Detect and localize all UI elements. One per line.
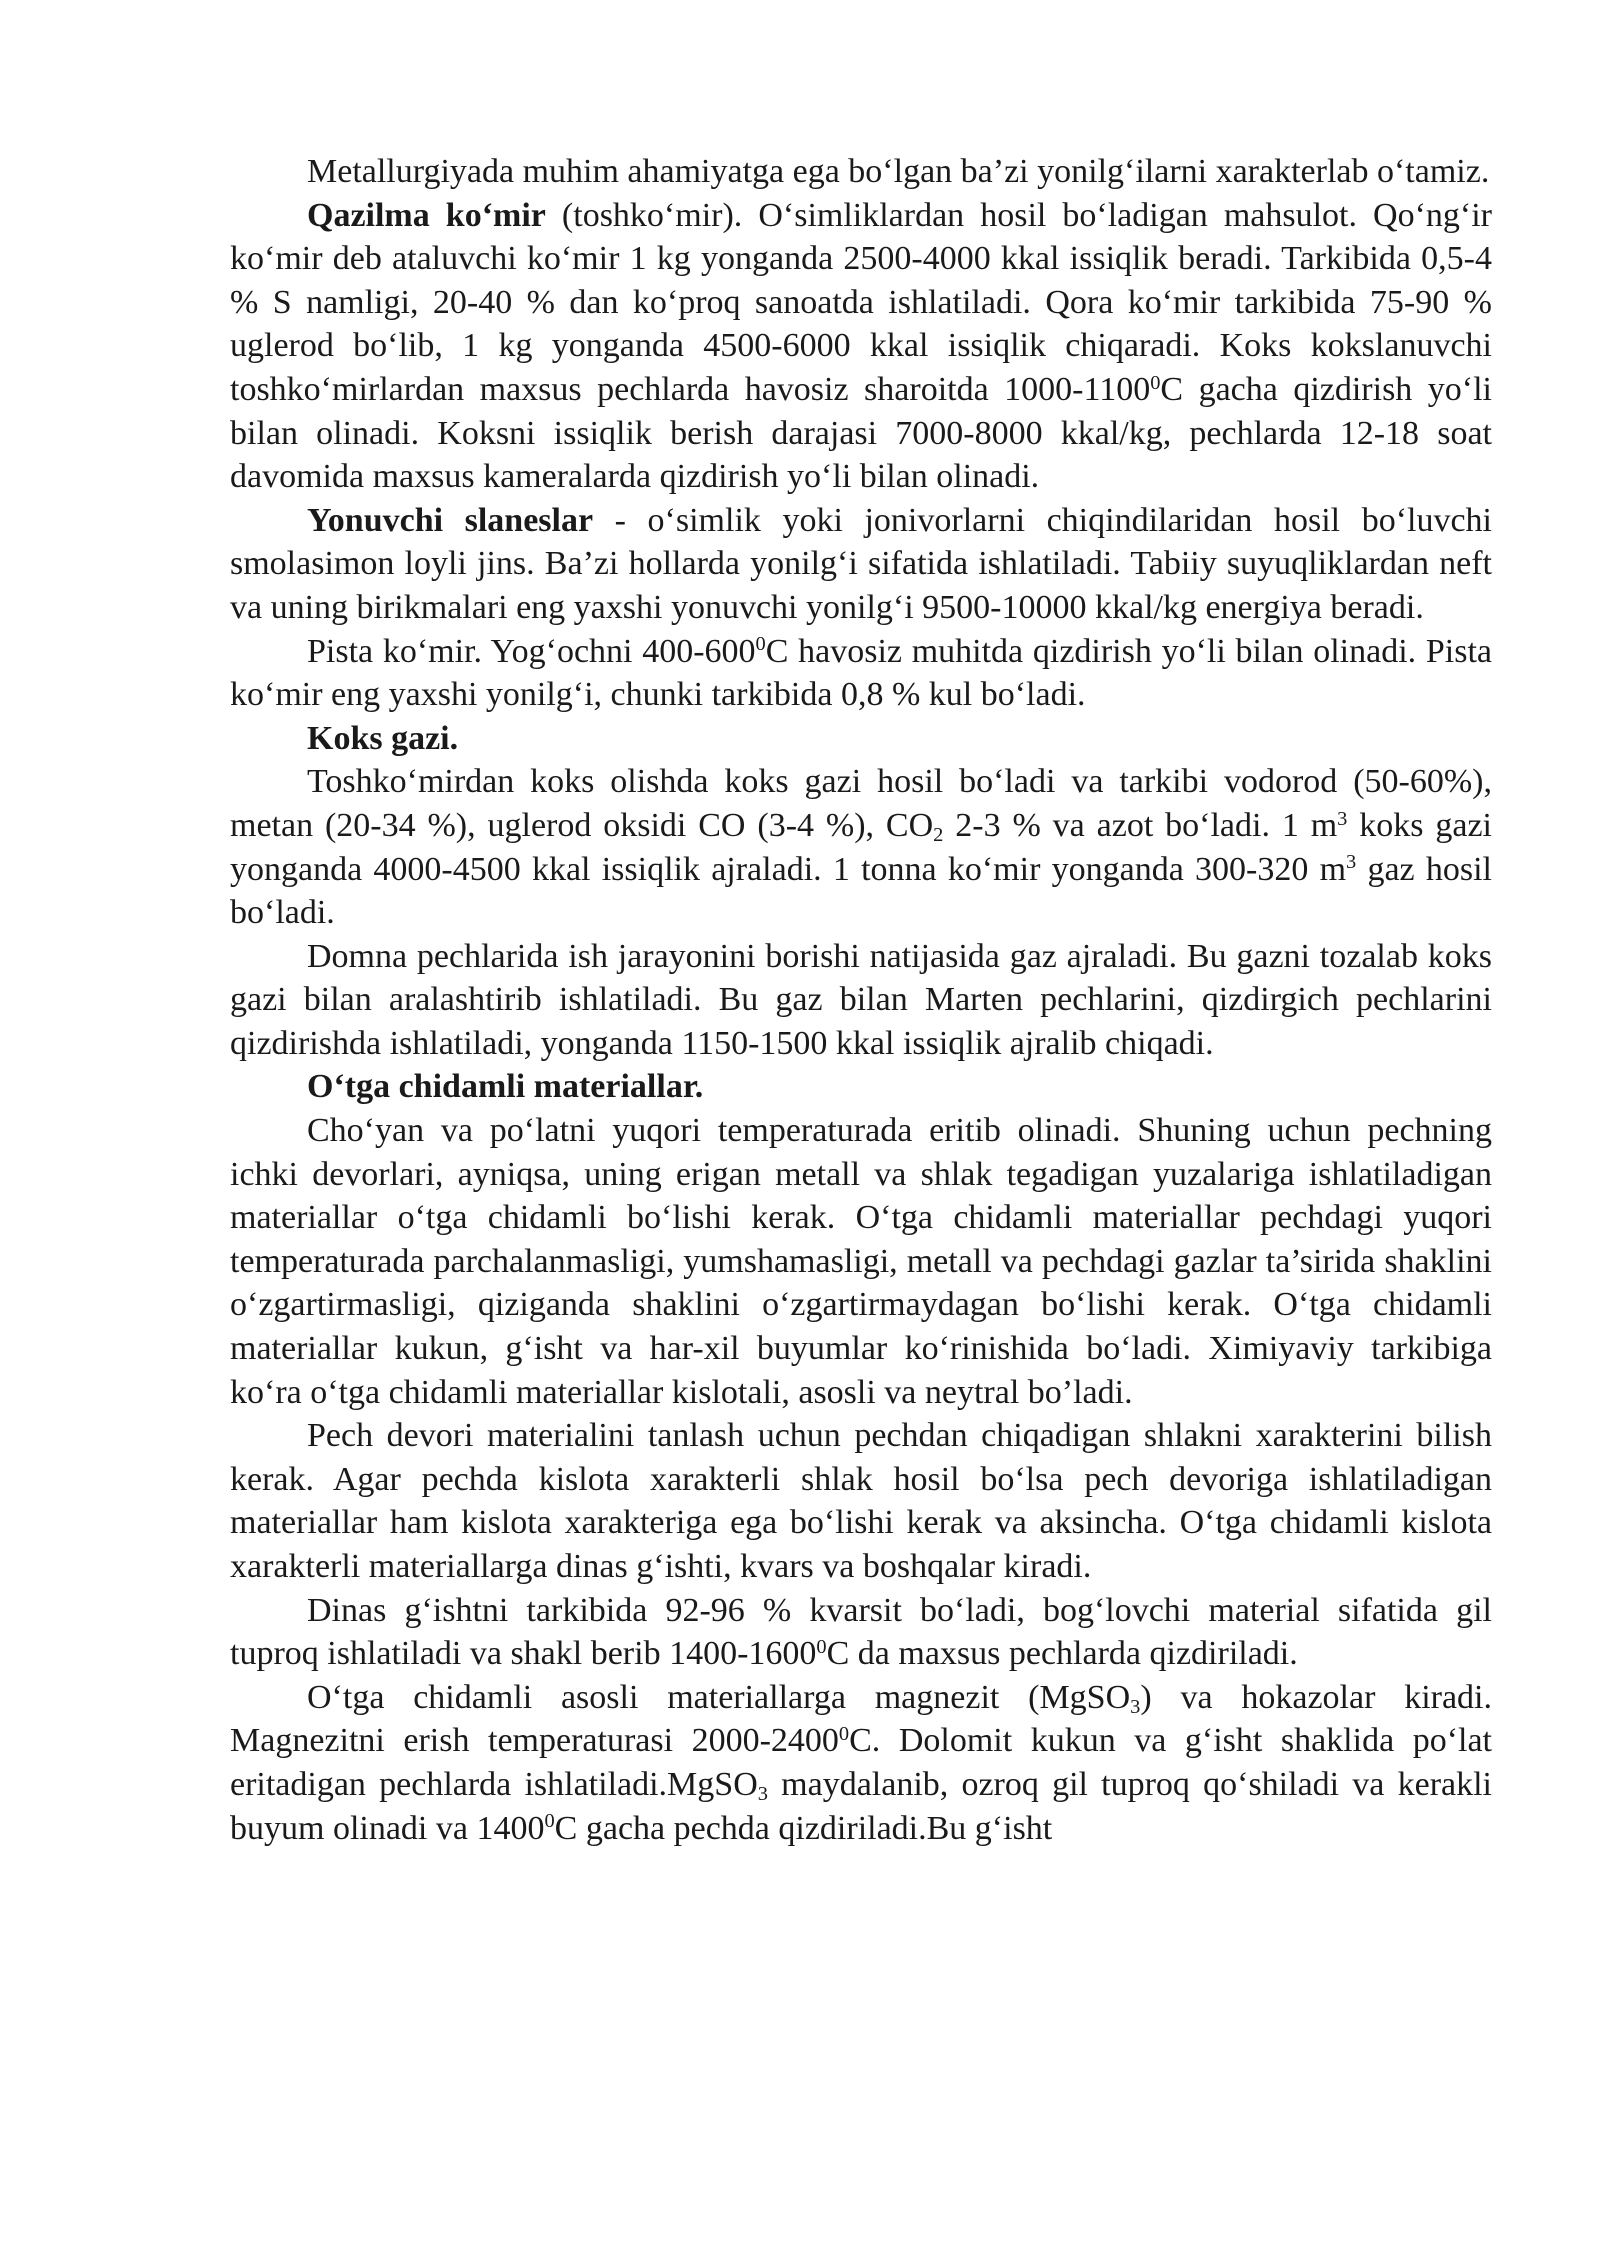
furnace-wall-text: Pech devori materialini tanlash uchun pechdan chiqadigan shlakni xarakterini bilish kerak. Agar pechda kislota xarakterli shlak hosil bo‘lsa pech devoriga ishlatiladigan materiallar ham kislota xarakteriga ega bo‘lishi kerak va aksincha. O‘tga chidamli kislota xarakterli materiallarga dinas g‘ishti, kvars va boshqalar kiradi. [230, 1417, 1492, 1585]
basic-text-e: C gacha pechda qizdiriladi.Bu g‘isht [554, 1809, 1053, 1847]
basic-text-c: C. Dolomit kukun va g‘isht shaklida po‘lat eritadigan pechlarda ishlatiladi.MgSO [230, 1722, 1493, 1803]
cubic-superscript: 3 [1346, 851, 1357, 874]
coke-gas-text-d: gaz hosil bo‘ladi. [230, 850, 1492, 932]
basic-text-b: ) va hokazolar kiradi. Magnezitni erish temperaturasi 2000-2400 [230, 1678, 1493, 1760]
coke-gas-text-b: 2-3 % va azot bo‘ladi. 1 m [943, 806, 1338, 844]
cubic-superscript: 3 [1337, 807, 1348, 830]
degree-superscript: 0 [816, 1635, 827, 1658]
coke-gas-paragraph [230, 760, 1492, 934]
degree-superscript: 0 [1150, 371, 1161, 394]
furnace-wall-paragraph [230, 1414, 1492, 1588]
oil-shale-paragraph [230, 499, 1492, 630]
degree-superscript: 0 [544, 1810, 555, 1833]
fossil-coal-text-a: (toshko‘mir). O‘simliklardan hosil bo‘ladigan mahsulot. Qo‘ng‘ir ko‘mir deb ataluvchi ko‘mir 1 kg yonganda 2500-4000 kkal issiqlik beradi. Tarkibida 0,5-4 % S namligi, 20-40 % dan ko‘proq sanoatda ishlatiladi. Qora ko‘mir tarkibida 75-90 % uglerod bo‘lib, 1 kg yonganda 4500-6000 kkal issiqlik chiqaradi. Koks kokslanuvchi toshko‘mirlardan maxsus pechlarda havosiz sharoitda 1000-1100 [230, 196, 1492, 408]
subscript-3: 3 [1130, 1695, 1141, 1718]
fossil-coal-text-b: C gacha qizdirish yo‘li bilan olinadi. Koksni issiqlik berish darajasi 7000-8000 kkal/kg, pechlarda 12-18 soat davomida maxsus kameralarda qizdirish yo‘li bilan olinadi. [230, 370, 1492, 496]
degree-superscript: 0 [838, 1723, 850, 1746]
oil-shale-text: - o‘simlik yoki jonivorlarni chiqindilaridan hosil bo‘luvchi smolasimon loyli jins. Ba’zi hollarda yonilg‘i sifatida ishlatiladi. Tabiiy suyuqliklardan neft va uning birikmalari eng yaxshi yonuvchi yonilg‘i 9500-10000 kkal/kg energiya beradi. [230, 501, 1492, 626]
refractory-text: Cho‘yan va po‘latni yuqori temperaturada eritib olinadi. Shuning uchun pechning ichki devorlari, ayniqsa, uning erigan metall va shlak tegadigan yuzalariga ishlatiladigan materiallar o‘tga chidamli bo‘lishi kerak. O‘tga chidamli materiallar pechdagi yuqori temperaturada parchalanmasligi, yumshamasligi, metall va pechdagi gazlar ta’sirida shaklini o‘zgartirmasligi, qiziganda shaklini o‘zgartirmaydagan bo‘lishi kerak. O‘tga chidamli materiallar kukun, g‘isht va har-xil buyumlar ko‘rinishida bo‘ladi. Ximiyaviy tarkibiga ko‘ra o‘tga chidamli materiallar kislotali, asosli va neytral bo’ladi. [230, 1112, 1492, 1411]
blast-furnace-paragraph [230, 935, 1492, 1066]
dinas-brick-paragraph [230, 1589, 1492, 1676]
basic-text-a: O‘tga chidamli asosli materiallarga magnezit (MgSO [307, 1678, 1131, 1716]
intro-text: Metallurgiyada muhim ahamiyatga ega bo‘lgan ba’zi yonilg‘ilarni xarakterlab o‘tamiz. [307, 153, 1490, 190]
dinas-text-a: Dinas g‘ishtni tarkibida 92-96 % kvarsit bo‘ladi, bog‘lovchi material sifatida gil tuproq ishlatiladi va shakl berib 1400-1600 [230, 1591, 1492, 1673]
charcoal-paragraph [230, 630, 1492, 717]
blast-furnace-text: Domna pechlarida ish jarayonini borishi natijasida gaz ajraladi. Bu gazni tozalab koks gazi bilan aralashtirib ishlatiladi. Bu gaz bilan Marten pechlarini, qizdirgich pechlarini qizdirishda ishlatiladi, yonganda 1150-1500 kkal issiqlik ajralib chiqadi. [230, 937, 1492, 1062]
basic-text-d: maydalanib, ozroq gil tuproq qo‘shiladi va kerakli buyum olinadi va 1400 [230, 1765, 1492, 1847]
subscript-2: 2 [933, 824, 944, 846]
term-fossil-coal: Qazilma ko‘mir [307, 196, 546, 234]
subscript-3: 3 [757, 1783, 768, 1806]
charcoal-text-b: C havosiz muhitda qizdirish yo‘li bilan olinadi. Pista ko‘mir eng yaxshi yonilg‘i, chunki tarkibida 0,8 % kul bo‘ladi. [230, 632, 1493, 714]
coke-gas-text-a: Toshko‘mirdan koks olishda koks gazi hosil bo‘ladi va tarkibi vodorod (50-60%), metan (20-34 %), uglerod oksidi CO (3-4 %), CO [230, 763, 1492, 844]
term-oil-shale: Yonuvchi slaneslar [307, 501, 594, 539]
charcoal-text-a: Pista ko‘mir. Yog‘ochni 400-600 [307, 632, 756, 670]
heading-refractory-materials: O‘tga chidamli materiallar. [307, 1068, 704, 1106]
dinas-text-b: C da maxsus pechlarda qizdiriladi. [826, 1635, 1298, 1673]
coke-gas-text-c: koks gazi yonganda 4000-4500 kkal issiqlik ajraladi. 1 tonna ko‘mir yonganda 300-320 m [230, 806, 1492, 888]
fossil-coal-paragraph [230, 194, 1492, 499]
document-page [230, 150, 1492, 1850]
refractory-paragraph [230, 1109, 1492, 1414]
degree-superscript: 0 [755, 633, 766, 656]
basic-refractory-paragraph [230, 1676, 1492, 1850]
heading-coke-gas: Koks gazi. [307, 719, 459, 757]
intro-paragraph [230, 150, 1492, 194]
